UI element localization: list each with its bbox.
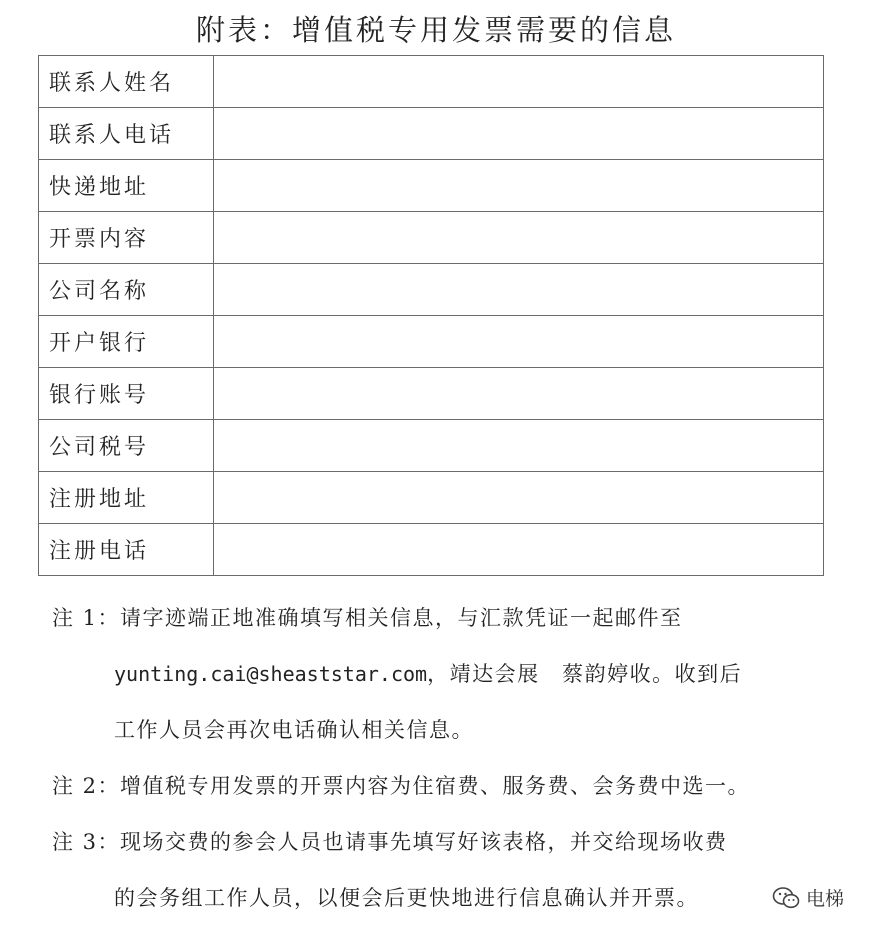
form-row-label: 注册地址 — [39, 472, 214, 524]
form-row-label: 公司名称 — [39, 264, 214, 316]
form-row-value-field[interactable] — [213, 212, 823, 264]
wechat-icon — [772, 886, 800, 910]
form-row — [39, 524, 824, 576]
note-1-line-1: 注 1：请字迹端正地准确填写相关信息，与汇款凭证一起邮件至 — [52, 606, 683, 630]
form-row — [39, 316, 824, 368]
form-row-label: 开户银行 — [39, 316, 214, 368]
form-row — [39, 212, 824, 264]
form-row-value-field[interactable] — [213, 316, 823, 368]
form-row-label: 银行账号 — [39, 368, 214, 420]
note-1-line-2 — [114, 658, 742, 688]
note-1-line-3: 工作人员会再次电话确认相关信息。 — [114, 718, 474, 742]
note-3-line-1: 注 3：现场交费的参会人员也请事先填写好该表格，并交给现场收费 — [52, 830, 728, 854]
watermark-label: 电梯 — [805, 888, 844, 910]
form-row-label: 开票内容 — [39, 212, 214, 264]
form-row — [39, 160, 824, 212]
form-row-label: 公司税号 — [39, 420, 214, 472]
form-row-value-field[interactable] — [213, 524, 823, 576]
form-row — [39, 368, 824, 420]
form-row — [39, 56, 824, 108]
form-row-value-field[interactable] — [213, 264, 823, 316]
invoice-info-table — [38, 55, 824, 576]
form-row-label: 快递地址 — [39, 160, 214, 212]
note-1-line-2-rest: ，靖达会展 蔡韵婷收。收到后 — [427, 662, 743, 686]
note-2: 注 2：增值税专用发票的开票内容为住宿费、服务费、会务费中选一。 — [52, 774, 751, 798]
form-row-value-field[interactable] — [213, 472, 823, 524]
form-row-value-field[interactable] — [213, 160, 823, 212]
page-title: 附表：增值税专用发票需要的信息 — [195, 13, 676, 47]
note-3-line-2: 的会务组工作人员，以便会后更快地进行信息确认并开票。 — [114, 886, 699, 910]
form-row-value-field[interactable] — [213, 56, 823, 108]
form-row — [39, 472, 824, 524]
email-address: yunting.cai@sheaststar.com — [114, 662, 428, 686]
watermark — [772, 884, 844, 911]
form-row — [39, 420, 824, 472]
form-row-label: 注册电话 — [39, 524, 214, 576]
form-row-label: 联系人电话 — [39, 108, 214, 160]
form-row-value-field[interactable] — [213, 368, 823, 420]
form-row-value-field[interactable] — [213, 420, 823, 472]
form-row — [39, 264, 824, 316]
form-row-value-field[interactable] — [213, 108, 823, 160]
form-row-label: 联系人姓名 — [39, 56, 214, 108]
form-row — [39, 108, 824, 160]
